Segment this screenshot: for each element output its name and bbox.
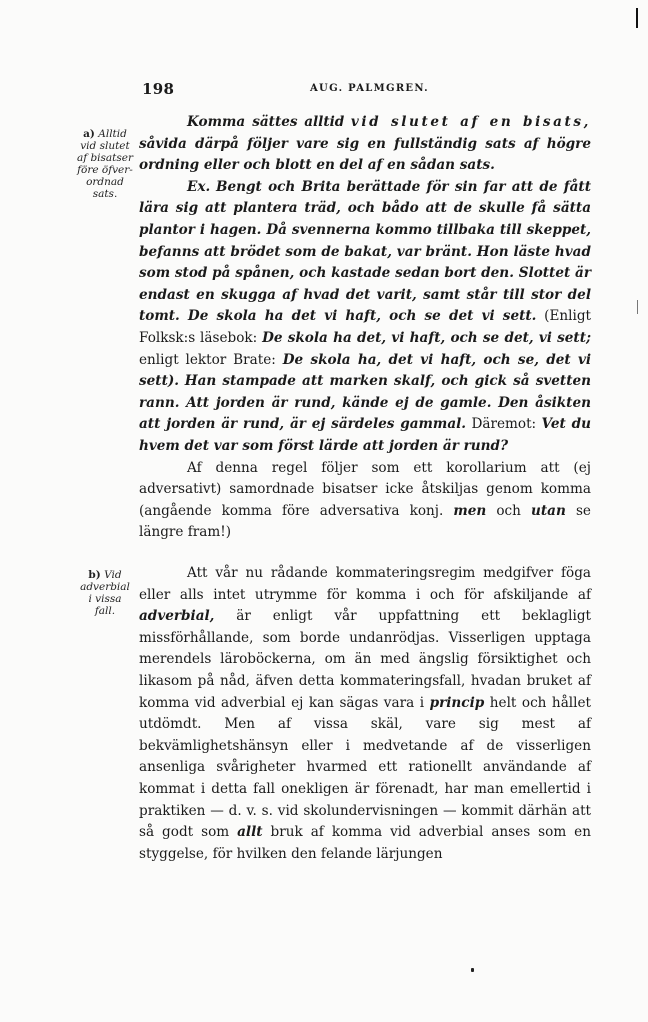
scan-speck	[471, 968, 474, 972]
margin-note-line: Alltid	[98, 128, 127, 140]
adverbial-paragraph: Att vår nu rådande kommateringsregim medgifver föga eller alls intet utrymme för komma i och för afskiljande af adverbial, är enligt vår uppfattning ett beklagligt missförhållande, som borde undanrödjas. Visserligen upptaga merendels läroböckerna, om än med ängslig försiktighet och likasom på nåd, äfven detta kommateringsfall, hvadan bruket af komma vid adverbial ej kan sägas vara i princip helt och hållet utdömdt. Men af vissa skäl, vare sig mest af bekvämlighetshänsyn eller i medvetande af de visserligen ansenliga svårigheter hvarmed ett rationellt användande af kommat i detta fall onekligen är förenadt, har man emellertid i praktiken — d. v. s. vid skolundervisningen — kommit därhän att så godt som allt bruk af komma vid adverbial anses som en styggelse, för hvilken den felande lärjungen	[139, 565, 591, 862]
margin-note-line: sats.	[92, 188, 118, 200]
page-header	[0, 80, 648, 100]
margin-note-a	[72, 128, 138, 200]
margin-note-line: af bisatser	[76, 152, 134, 164]
margin-note-line: före öfver-	[77, 164, 133, 176]
margin-note-marker: a)	[83, 128, 95, 140]
margin-note-line: ordnad	[86, 176, 124, 188]
running-head: AUG. PALMGREN.	[310, 83, 429, 94]
margin-note-line: i vissa	[88, 593, 122, 605]
example-paragraph: Ex. Bengt och Brita berättade för sin far att de fått lära sig att plantera träd, och bådo att de skulle få sätta plantor i hagen. Då svennerna kommo tillbaka till skeppet, befanns att brödet som de bakat, var bränt. Hon läste hvad som stod på spånen, och kastade sedan bort den. Slottet är endast en skugga af hvad det varit, samt står till stor del tomt. De skola ha det vi haft, och se det vi sett. (Enligt Folksk:s läsebok: De skola ha det, vi haft, och se det, vi sett; enligt lektor Brate: De skola ha, det vi haft, och se, det vi sett). Han stampade att marken skalf, och gick så svetten rann. Att jorden är rund, kände ej de gamle. Den åsikten att jorden är rund, är ej särdeles gammal. Däremot: Vet du hvem det var som först lärde att jorden är rund?	[139, 178, 592, 454]
scan-edge-mark	[637, 300, 638, 314]
margin-note-line: adverbial	[80, 581, 130, 593]
section-b-text	[139, 563, 591, 865]
margin-note-b	[72, 569, 138, 617]
section-a-text	[139, 112, 591, 544]
margin-note-line: Vid	[104, 569, 122, 581]
margin-note-marker: b)	[88, 569, 101, 581]
margin-note-line: fall.	[94, 605, 116, 617]
scan-edge-mark	[636, 8, 638, 28]
rule-paragraph: Komma sättes alltid vid slutet af en bisats, såvida därpå följer vare sig en fullständig sats af högre ordning eller och blott en del af en sådan sats.	[139, 114, 591, 174]
margin-note-line: vid slutet	[80, 140, 130, 152]
corollary-paragraph: Af denna regel följer som ett korollarium att (ej adversativt) samordnade bisatser icke åtskiljas genom komma (angående komma före adversativa konj. men och utan se längre fram!)	[139, 459, 591, 541]
page-number: 198	[142, 80, 175, 98]
